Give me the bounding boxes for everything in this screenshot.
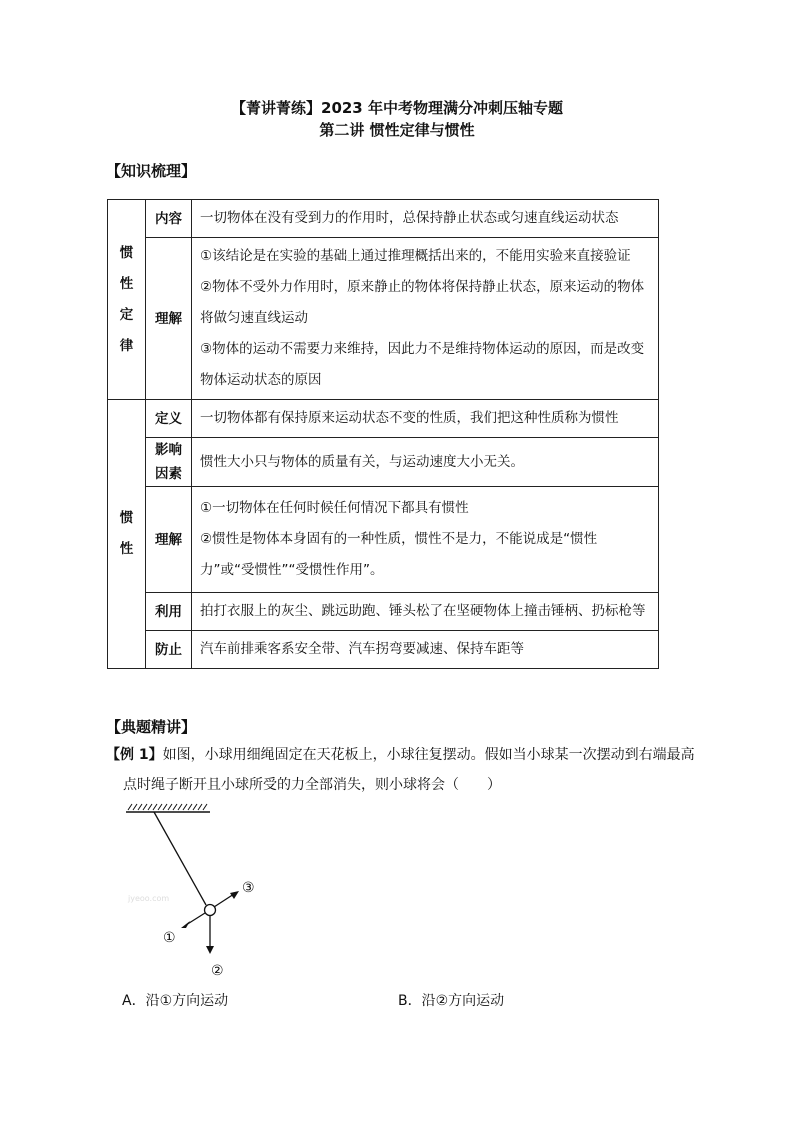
knowledge-heading: 【知识梳理】	[106, 162, 197, 180]
group-label-inertia-law	[108, 200, 146, 400]
document-title: 【菁讲菁练】2023 年中考物理满分冲刺压轴专题	[231, 99, 563, 117]
option-a[interactable]: A．沿①方向运动	[122, 993, 229, 1009]
understanding-line: ①一切物体在任何时候任何情况下都具有惯性	[200, 500, 469, 516]
direction-2-arrowhead	[206, 946, 214, 954]
table-row	[108, 593, 659, 631]
pendulum-diagram	[120, 800, 290, 985]
examples-heading: 【典题精讲】	[106, 718, 197, 736]
understanding-cell	[192, 238, 659, 400]
definition-text: 一切物体都有保持原来运动状态不变的性质，我们把这种性质称为惯性	[192, 400, 659, 438]
factor-label-part: 因素	[155, 466, 182, 482]
group-char: 惯	[119, 510, 134, 526]
row-label-use: 利用	[146, 593, 192, 631]
understanding-line: ①该结论是在实验的基础上通过推理概括出来的，不能用实验来直接验证	[200, 248, 631, 264]
direction-1-arrowhead	[181, 921, 190, 928]
example-question-line1: 如图，小球用细绳固定在天花板上，小球往复摆动。假如当小球某一次摆动到右端最高	[162, 747, 695, 763]
group-char: 律	[119, 337, 134, 354]
group-char: 性	[119, 541, 134, 557]
factor-label-part: 影响	[155, 442, 182, 458]
direction-3-arrowhead	[230, 891, 239, 899]
row-label-factors	[146, 438, 192, 487]
lecture-subtitle: 第二讲 惯性定律与惯性	[319, 121, 475, 139]
use-text: 拍打衣服上的灰尘、跳远助跑、锤头松了在坚硬物体上撞击锤柄、扔标枪等	[192, 593, 659, 631]
direction-3-label: ③	[242, 880, 255, 896]
group-label-inertia	[108, 400, 146, 669]
group-char: 惯	[119, 244, 134, 261]
row-label-understanding: 理解	[146, 238, 192, 400]
example-question-line2: 点时绳子断开且小球所受的力全部消失，则小球将会（ ）	[123, 777, 501, 793]
table-row	[108, 631, 659, 669]
watermark: jyeoo.com	[128, 894, 170, 903]
table-row	[108, 438, 659, 487]
row-label-definition: 定义	[146, 400, 192, 438]
row-label-content: 内容	[146, 200, 192, 238]
ceiling-hatch	[128, 804, 207, 810]
row-label-understanding: 理解	[146, 487, 192, 593]
group-char: 定	[119, 306, 134, 323]
direction-1-label: ①	[163, 930, 176, 946]
pendulum-ball	[205, 905, 216, 916]
prevention-text: 汽车前排乘客系安全带、汽车拐弯要减速、保持车距等	[192, 631, 659, 669]
direction-3-line	[214, 894, 234, 907]
table-row	[108, 400, 659, 438]
factors-text: 惯性大小只与物体的质量有关，与运动速度大小无关。	[192, 438, 659, 487]
direction-1-line	[186, 913, 205, 925]
table-row	[108, 238, 659, 400]
group-char: 性	[119, 275, 134, 292]
understanding-line: ③物体的运动不需要力来维持，因此力不是维持物体运动的原因，而是改变物体运动状态的原因	[200, 341, 645, 388]
understanding-line: ②惯性是物体本身固有的一种性质，惯性不是力，不能说成是“惯性力”或“受惯性”“受惯性作用”。	[200, 531, 598, 578]
row-label-prevention: 防止	[146, 631, 192, 669]
example-1	[106, 740, 726, 800]
table-row	[108, 487, 659, 593]
table-row	[108, 200, 659, 238]
understanding-cell	[192, 487, 659, 593]
pendulum-string	[154, 812, 206, 905]
example-label: 【例 1】	[106, 747, 163, 763]
option-b[interactable]: B．沿②方向运动	[398, 993, 505, 1009]
knowledge-table	[107, 199, 659, 669]
understanding-line: ②物体不受外力作用时，原来静止的物体将保持静止状态，原来运动的物体将做匀速直线运动	[200, 279, 645, 326]
direction-2-label: ②	[211, 963, 224, 979]
content-text: 一切物体在没有受到力的作用时，总保持静止状态或匀速直线运动状态	[192, 200, 659, 238]
